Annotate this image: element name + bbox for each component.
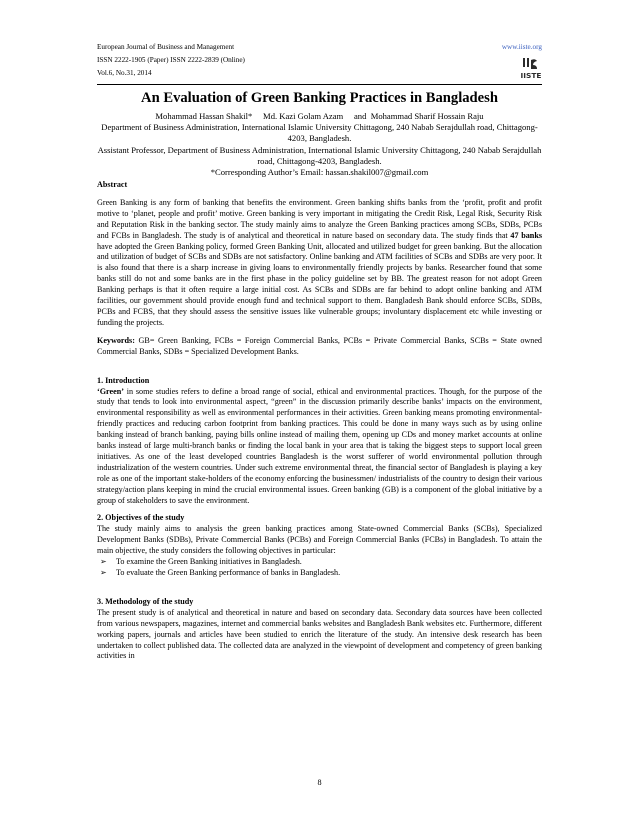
paper-title: An Evaluation of Green Banking Practices in Bangladesh <box>141 90 498 106</box>
svg-text:IISTE: IISTE <box>520 71 542 80</box>
objectives-text: The study mainly aims to analysis the green banking practices among State-owned Commercial Banks (SCBs), Specialized Development Banks (SDBs), Private Commercial Banks (PCBs) and Foreign Commercial Banks (FCBs) in Bangladesh. To attain the main objective, the study considers the following objectives in particular: <box>97 524 542 556</box>
journal-name: European Journal of Business and Management <box>97 43 235 51</box>
keywords: Keywords: GB= Green Banking, FCBs = Foreign Commercial Banks, PCBs = Private Commercial Banks, SCBs = State owned Commercial Banks, SDBs = Specialized Development Banks. <box>97 335 542 356</box>
volume-line: Vol.6, No.31, 2014 <box>97 69 152 77</box>
objectives-heading: 2. Objectives of the study <box>97 513 185 523</box>
affiliation-2: Assistant Professor, Department of Business Administration, International Islamic University Chittagong, 240 Nabab Serajdullah road, Chittagong-4203, Bangladesh. <box>97 144 542 166</box>
introduction-heading: 1. Introduction <box>97 375 150 385</box>
abstract-heading: Abstract <box>97 180 128 189</box>
introduction-text: ‘Green’ in some studies refers to define a broad range of social, ethical and environmental practices. Though, for the purpose of the study that tends to look into environmental aspect, “green” in the discussion primarily describe banks’ impacts on the environment, environmental responsibility as well as environmental performances in their activities. Green banking means promoting environmental-friendly practices and reducing carbon footprint from banking practices. This could be done in many ways such as by using online banking instead of branch banking, paying bills online instead of mailing them, opening up CDs and money market accounts at online banks instead of large multi-branch banks or finding the local bank in your area that is taking the biggest steps to support local green initiatives. As one of the least developed countries Bangladesh is the worst sufferer of world environmental pollution through industrialization of the western countries. Under such extreme environmental threat, the financial sector of Bangladesh is playing a key role as one of the important stake-holders of the economy enforcing the businessmen/ industrialists of the country to design their various strategy/action plans keeping in mind the crucial environmental issues. Green banking (GB) is a component of the global initiative by a group of stakeholders to save the environment. <box>97 386 542 505</box>
author-names: Mohammad Hassan Shakil* Md. Kazi Golam Azam and Mohammad Sharif Hossain Raju <box>155 111 484 121</box>
author-block <box>97 111 542 178</box>
arrow-bullet-icon: ➢ <box>100 568 107 577</box>
methodology-heading: 3. Methodology of the study <box>97 596 194 606</box>
objectives-list <box>97 557 542 579</box>
arrow-bullet-icon: ➢ <box>100 557 107 567</box>
methodology-text: The present study is of analytical and theoretical in nature and based on secondary data. Secondary data sources have been collected from various newspapers, magazines, internet and commercial banks websites and Bangladesh Bank websites etc. Furthermore, different working papers, journals and articles have been studied to enrich the literature of the study. An intensive desk research has been undertaken to collect published data. The collected data are analyzed in the viewpoint of development and competency of green banking activities in <box>97 607 543 661</box>
header-rule <box>97 84 542 85</box>
running-header <box>97 41 542 80</box>
affiliation-1: Department of Business Administration, International Islamic University Chittagong, 240 Nabab Serajdullah road, Chittagong-4203, Bangladesh. <box>101 122 538 144</box>
abstract-text: Green Banking is any form of banking that benefits the environment. Green banking shifts banks from the ‘profit, profit and profit motive to ‘planet, people and profit’ motive. Green banking is very important in mitigating the Credit Risk, Legal Risk, Security Risk and Reputation Risk in the banking sector. The study mainly aims to analyze the Green Banking practices among SCBs, SDBs, PCBs and FCBs in Bangladesh. The study is of analytical and theoretical in nature based on secondary data. The study finds that 47 banks have adopted the Green Banking policy, formed Green Banking Unit, allocated and utilized budget for green banking. But the allocation and utilization of budget of SCBs and SDBs are not satisfactory. Online banking and ATM facilities of SCBs and SDBs are very poor. It is also found that there is a sharp increase in giving loans to environmentally friendly projects by banks. Researcher found that some banks still do not and some banks are in the first phase in the policy guideline set by BB. The greatest reason for not adopt Green Banking perhaps is that it often require a large initial cost. As SCBs and SDBs are far behind to adopt online banking and ATM facilities, our government should provide enough fund and technical support to them. Bangladesh Bank should enforce SCBs, SDBs, PCBs and FCBS, that they should assess the sensitive issues like vulnerable groups; involuntary displacement etc while investing or funding the projects. <box>97 197 542 327</box>
iiste-logo-icon <box>520 58 542 80</box>
journal-url-link[interactable]: www.iiste.org <box>501 43 542 51</box>
corresponding-email: *Corresponding Author’s Email: hassan.shakil007@gmail.com <box>210 167 429 178</box>
issn-line: ISSN 2222-1905 (Paper) ISSN 2222-2839 (Online) <box>97 56 245 64</box>
list-item: ➢ To evaluate the Green Banking performance of banks in Bangladesh. <box>100 568 341 577</box>
page-number: 8 <box>317 778 322 787</box>
paper-body <box>97 180 542 662</box>
list-item: ➢ To examine the Green Banking initiatives in Bangladesh. <box>100 557 302 567</box>
